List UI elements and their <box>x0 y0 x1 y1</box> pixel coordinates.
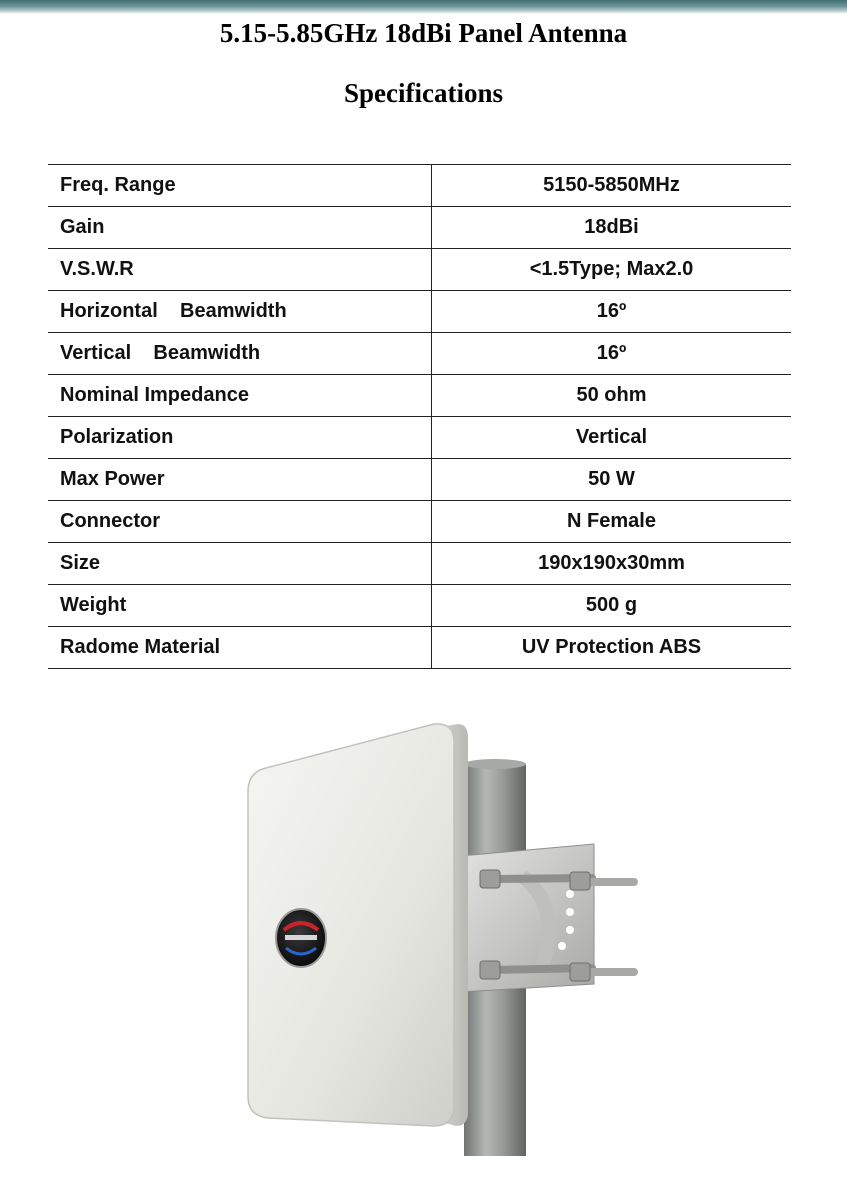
table-row <box>48 291 791 333</box>
spec-parameter: Nominal Impedance <box>48 375 432 417</box>
spec-value: 50 W <box>432 459 792 501</box>
spec-value: 18dBi <box>432 207 792 249</box>
antenna-photo <box>222 716 642 1156</box>
brand-logo-badge <box>276 909 326 967</box>
document-title: 5.15-5.85GHz 18dBi Panel Antenna <box>219 18 628 48</box>
spec-value: 16º <box>432 291 792 333</box>
spec-value: 500 g <box>432 585 792 627</box>
spec-value: 50 ohm <box>432 375 792 417</box>
spec-value: N Female <box>432 501 792 543</box>
table-row <box>48 543 791 585</box>
mounting-bracket <box>460 844 634 992</box>
spec-parameter: Freq. Range <box>48 165 432 207</box>
spec-value: Vertical <box>432 417 792 459</box>
spec-parameter: V.S.W.R <box>48 249 432 291</box>
header-bar <box>0 0 847 14</box>
spec-parameter: Polarization <box>48 417 432 459</box>
table-row <box>48 375 791 417</box>
table-row <box>48 459 791 501</box>
table-row <box>48 249 791 291</box>
table-row <box>48 417 791 459</box>
table-row <box>48 627 791 669</box>
table-row <box>48 501 791 543</box>
table-row <box>48 333 791 375</box>
spec-parameter: Weight <box>48 585 432 627</box>
table-row <box>48 585 791 627</box>
spec-parameter: Horizontal Beamwidth <box>48 291 432 333</box>
spec-parameter: Gain <box>48 207 432 249</box>
specifications-table <box>48 164 791 669</box>
spec-parameter: Max Power <box>48 459 432 501</box>
spec-value: 16º <box>432 333 792 375</box>
table-row <box>48 165 791 207</box>
spec-parameter: Connector <box>48 501 432 543</box>
spec-value: 190x190x30mm <box>432 543 792 585</box>
spec-parameter: Vertical Beamwidth <box>48 333 432 375</box>
spec-value: <1.5Type; Max2.0 <box>432 249 792 291</box>
spec-parameter: Size <box>48 543 432 585</box>
spec-value: UV Protection ABS <box>432 627 792 669</box>
spec-value: 5150-5850MHz <box>432 165 792 207</box>
spec-parameter: Radome Material <box>48 627 432 669</box>
table-row <box>48 207 791 249</box>
section-title: Specifications <box>344 78 503 108</box>
